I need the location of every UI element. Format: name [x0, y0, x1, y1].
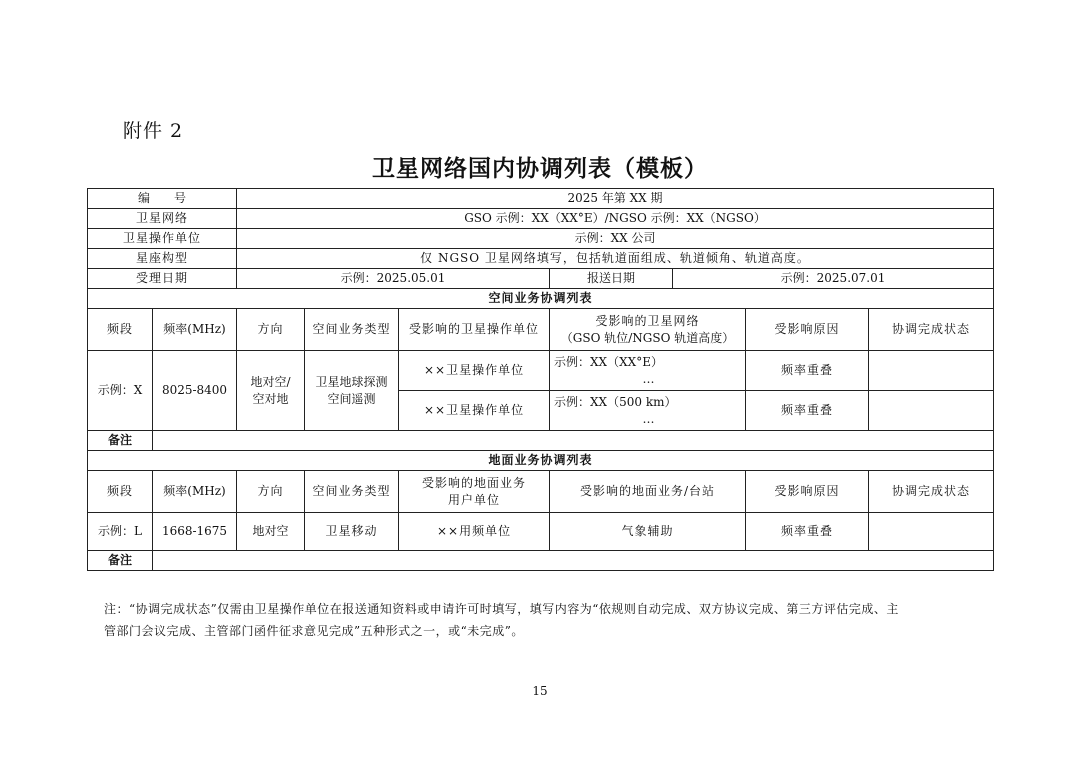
- ground-unit-cell: ××用频单位: [399, 513, 550, 551]
- space-header-freq: 频率(MHz): [153, 309, 237, 351]
- constellation-label: 星座构型: [88, 249, 237, 269]
- info-row-network: [88, 209, 994, 229]
- space-sub1-network: [550, 351, 746, 391]
- space-remarks-row: [88, 431, 994, 451]
- network-value: GSO 示例：XX（XX°E）/NGSO 示例：XX（NGSO）: [237, 209, 994, 229]
- ground-header-affected-service: 受影响的地面业务/台站: [550, 471, 746, 513]
- page-number: 15: [532, 684, 548, 698]
- info-row-operator: [88, 229, 994, 249]
- document-title: 卫星网络国内协调列表（模板）: [372, 155, 708, 182]
- space-freq-cell: 8025-8400: [153, 351, 237, 431]
- space-sub1-network-line1: 示例：XX（XX°E）: [554, 355, 663, 370]
- ground-remarks-label: 备注: [88, 551, 153, 571]
- ground-header-affected-unit: [399, 471, 550, 513]
- space-sub2-network-line1: 示例：XX（500 km）: [554, 395, 677, 410]
- ground-header-service: 空间业务类型: [305, 471, 399, 513]
- space-header-cause: 受影响原因: [746, 309, 869, 351]
- space-sub2-operator: ××卫星操作单位: [399, 391, 550, 431]
- space-header-status: 协调完成状态: [869, 309, 994, 351]
- constellation-value: 仅 NGSO 卫星网络填写，包括轨道面组成、轨道倾角、轨道高度。: [237, 249, 994, 269]
- ground-header-cause: 受影响原因: [746, 471, 869, 513]
- space-header-band: 频段: [88, 309, 153, 351]
- ground-header-row: [88, 471, 994, 513]
- space-header-affected-operator: 受影响的卫星操作单位: [399, 309, 550, 351]
- space-sub1-operator: ××卫星操作单位: [399, 351, 550, 391]
- submit-date-label: 报送日期: [550, 269, 673, 289]
- accept-date-label: 受理日期: [88, 269, 237, 289]
- ground-freq-cell: 1668-1675: [153, 513, 237, 551]
- footnote-line2: 管部门会议完成、主管部门函件征求意见完成”五种形式之一，或“未完成”。: [104, 624, 524, 638]
- ground-section-title: 地面业务协调列表: [88, 451, 994, 471]
- space-header-direction: 方向: [237, 309, 305, 351]
- space-direction-line2: 空对地: [252, 391, 289, 406]
- ground-header-direction: 方向: [237, 471, 305, 513]
- space-header-affected-network-line1: 受影响的卫星网络: [595, 314, 700, 329]
- space-header-affected-network-line2: （GSO 轨位/NGSO 轨道高度）: [560, 330, 735, 345]
- space-service-line1: 卫星地球探测: [315, 375, 388, 390]
- number-value: 2025 年第 XX 期: [237, 189, 994, 209]
- ground-header-freq: 频率(MHz): [153, 471, 237, 513]
- ground-cause-cell: 频率重叠: [746, 513, 869, 551]
- space-sub1-status: [869, 351, 994, 391]
- space-sub2-network: [550, 391, 746, 431]
- space-section-title: 空间业务协调列表: [88, 289, 994, 309]
- space-remarks-value: [153, 431, 994, 451]
- ground-service-cell: 卫星移动: [305, 513, 399, 551]
- coordination-table: [87, 188, 994, 571]
- ground-header-status: 协调完成状态: [869, 471, 994, 513]
- ground-header-band: 频段: [88, 471, 153, 513]
- ground-remarks-value: [153, 551, 994, 571]
- operator-value: 示例：XX 公司: [237, 229, 994, 249]
- space-direction-line1: 地对空/: [250, 375, 291, 390]
- space-sub1-cause: 频率重叠: [746, 351, 869, 391]
- space-sub1-network-ellipsis: …: [642, 371, 655, 386]
- operator-label: 卫星操作单位: [88, 229, 237, 249]
- submit-date-value: 示例：2025.07.01: [673, 269, 994, 289]
- space-header-affected-network: [550, 309, 746, 351]
- ground-header-affected-unit-line2: 用户单位: [448, 492, 501, 507]
- space-header-service: 空间业务类型: [305, 309, 399, 351]
- space-data-row-1: [88, 351, 994, 391]
- ground-affected-service-cell: 气象辅助: [550, 513, 746, 551]
- ground-band-cell: 示例：L: [88, 513, 153, 551]
- network-label: 卫星网络: [88, 209, 237, 229]
- attachment-label: 附件 2: [123, 120, 184, 142]
- info-row-number: [88, 189, 994, 209]
- space-sub2-status: [869, 391, 994, 431]
- ground-status-cell: [869, 513, 994, 551]
- ground-header-affected-unit-line1: 受影响的地面业务: [422, 476, 527, 491]
- space-header-row: [88, 309, 994, 351]
- ground-data-row: [88, 513, 994, 551]
- space-sub2-network-ellipsis: …: [642, 411, 655, 426]
- info-row-constellation: [88, 249, 994, 269]
- space-remarks-label: 备注: [88, 431, 153, 451]
- accept-date-value: 示例：2025.05.01: [237, 269, 550, 289]
- footnote-line1: 注：“协调完成状态”仅需由卫星操作单位在报送通知资料或申请许可时填写，填写内容为“依规则自动完成、双方协议完成、第三方评估完成、主: [104, 602, 899, 616]
- space-band-cell: 示例：X: [88, 351, 153, 431]
- space-section-header: [88, 289, 994, 309]
- space-service-line2: 空间遥测: [327, 391, 376, 406]
- number-label: 编 号: [88, 189, 237, 209]
- space-service-cell: [305, 351, 399, 431]
- space-sub2-cause: 频率重叠: [746, 391, 869, 431]
- ground-section-header: [88, 451, 994, 471]
- space-direction-cell: [237, 351, 305, 431]
- ground-direction-cell: 地对空: [237, 513, 305, 551]
- info-row-dates: [88, 269, 994, 289]
- ground-remarks-row: [88, 551, 994, 571]
- footnote: [104, 598, 980, 642]
